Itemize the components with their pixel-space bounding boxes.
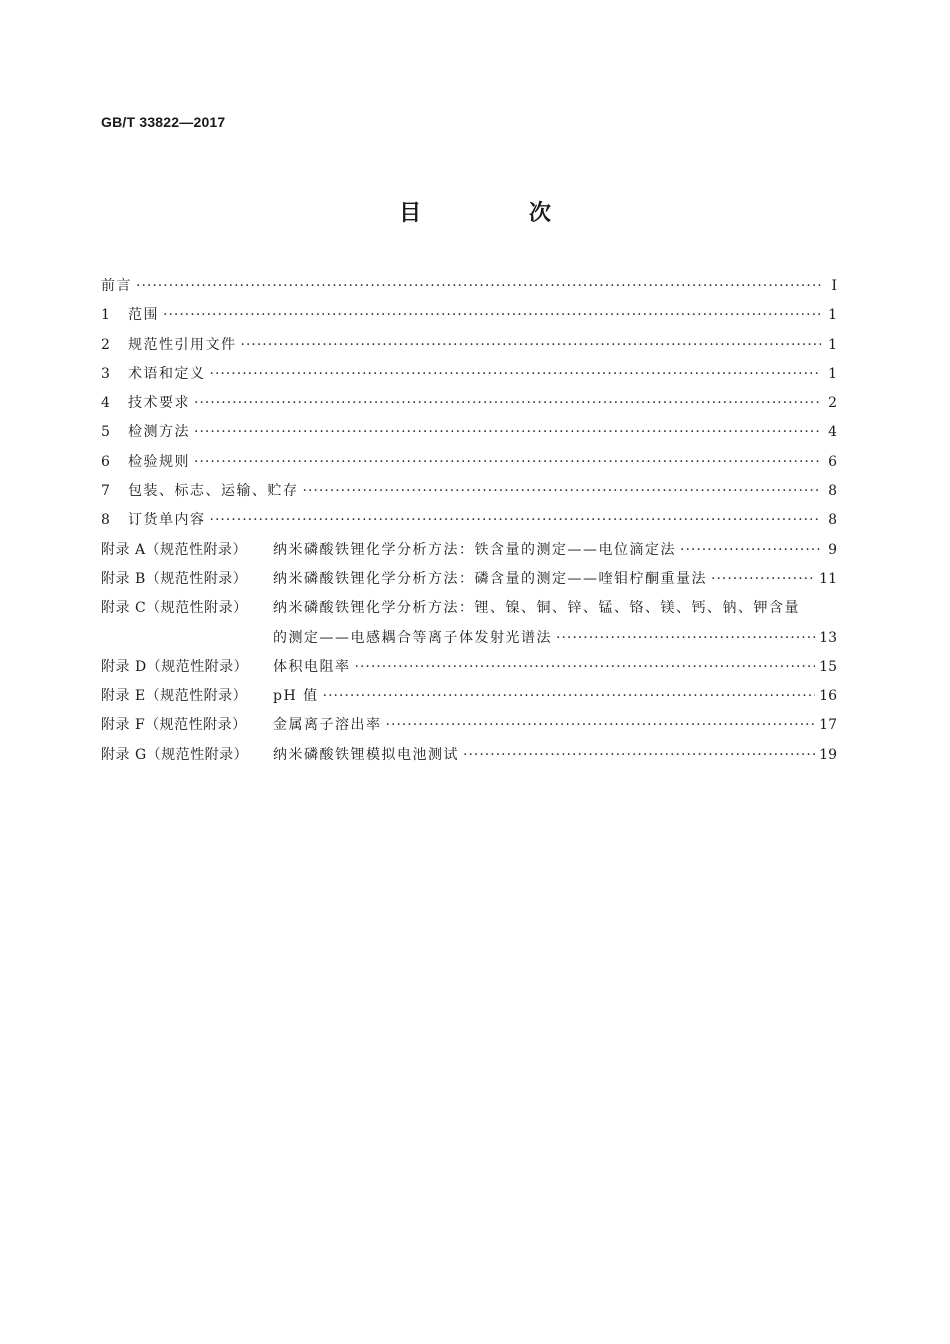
toc-annex-entry[interactable] [101,536,837,565]
toc-annex-entry-continuation[interactable] [101,624,837,653]
toc-annex-entry[interactable] [101,653,837,682]
leader-dots [303,477,822,506]
toc-entry-label: 纳米磷酸铁锂模拟电池测试 [273,746,459,763]
toc-entry-number: 8 [101,512,110,529]
leader-dots [210,360,822,389]
annex-prefix: 附录 G（规范性附录） [101,746,249,763]
annex-prefix: 附录 D（规范性附录） [101,658,249,675]
leader-dots [194,418,821,447]
toc-entry-page: 9 [828,541,837,558]
toc-entry-label: 技术要求 [128,395,190,412]
toc-entry-label: 范围 [128,307,159,324]
toc-entry-label: 纳米磷酸铁锂化学分析方法：铁含量的测定——电位滴定法 [273,541,676,558]
toc-entry-number: 4 [101,395,110,412]
toc-entry-label: 术语和定义 [128,365,206,382]
toc-entry-page: 1 [828,307,837,324]
toc-entry[interactable] [101,418,837,447]
annex-prefix: 附录 E（规范性附录） [101,688,248,705]
toc-entry[interactable] [101,331,837,360]
toc-entry-page: Ⅰ [831,278,837,294]
annex-prefix: 附录 A（规范性附录） [101,541,248,558]
toc-entry-page: 2 [828,395,837,412]
toc-entry-page: 4 [828,424,837,441]
toc-entry[interactable] [101,389,837,418]
toc-annex-entry[interactable] [101,711,837,740]
toc-entry-label: 纳米磷酸铁锂化学分析方法：磷含量的测定——喹钼柠酮重量法 [273,570,707,587]
leader-dots [556,624,815,653]
toc-entry-page: 13 [819,629,837,646]
leader-dots [463,741,815,770]
toc-entry-page: 15 [819,658,837,675]
annex-prefix: 附录 C（规范性附录） [101,600,248,617]
table-of-contents [101,272,837,770]
toc-entry-preface[interactable] [101,272,837,301]
toc-entry-page: 1 [828,336,837,353]
toc-entry-label: 订货单内容 [128,512,206,529]
leader-dots [711,565,815,594]
leader-dots [680,536,821,565]
toc-entry-label: 体积电阻率 [273,658,351,675]
leader-dots [194,389,821,418]
toc-entry-number: 3 [101,365,110,382]
toc-annex-entry[interactable] [101,741,837,770]
toc-annex-entry[interactable] [101,594,837,623]
toc-entry-number: 7 [101,483,110,500]
toc-entry-page: 16 [819,688,837,705]
toc-entry-page: 1 [828,365,837,382]
toc-entry-number: 5 [101,424,110,441]
toc-entry-number: 1 [101,307,110,324]
toc-entry-page: 8 [828,483,837,500]
leader-dots [241,331,822,360]
toc-entry-label: 检验规则 [128,453,190,470]
toc-entry-label: 金属离子溶出率 [273,717,382,734]
page-title: 目 次 [399,201,601,226]
leader-dots [355,653,816,682]
leader-dots [323,682,816,711]
toc-entry-label: 包装、标志、运输、贮存 [128,483,299,500]
leader-dots [136,272,821,301]
leader-dots [194,448,821,477]
annex-prefix: 附录 B（规范性附录） [101,570,248,587]
toc-entry[interactable] [101,477,837,506]
toc-entry-page: 19 [819,746,837,763]
toc-entry-page: 6 [828,453,837,470]
toc-entry[interactable] [101,301,837,330]
toc-annex-entry[interactable] [101,565,837,594]
toc-entry[interactable] [101,506,837,535]
toc-entry-label: 前言 [101,278,132,294]
toc-entry[interactable] [101,448,837,477]
toc-entry-number: 2 [101,336,110,353]
toc-entry-page: 11 [819,570,837,587]
toc-entry-number: 6 [101,453,110,470]
leader-dots [386,711,816,740]
annex-prefix: 附录 F（规范性附录） [101,717,247,734]
toc-entry-label: pH 值 [273,688,319,705]
toc-entry-label: 检测方法 [128,424,190,441]
toc-entry-label: 纳米磷酸铁锂化学分析方法：锂、镍、铜、锌、锰、铬、镁、钙、钠、钾含量 [273,600,800,617]
toc-annex-entry[interactable] [101,682,837,711]
toc-entry-page: 8 [828,512,837,529]
standard-code: GB/T 33822—2017 [101,114,226,130]
toc-entry-label-continued: 的测定——电感耦合等离子体发射光谱法 [273,629,552,646]
toc-entry[interactable] [101,360,837,389]
toc-entry-label: 规范性引用文件 [128,336,237,353]
leader-dots [210,506,822,535]
leader-dots [163,301,821,330]
toc-entry-page: 17 [819,717,837,734]
